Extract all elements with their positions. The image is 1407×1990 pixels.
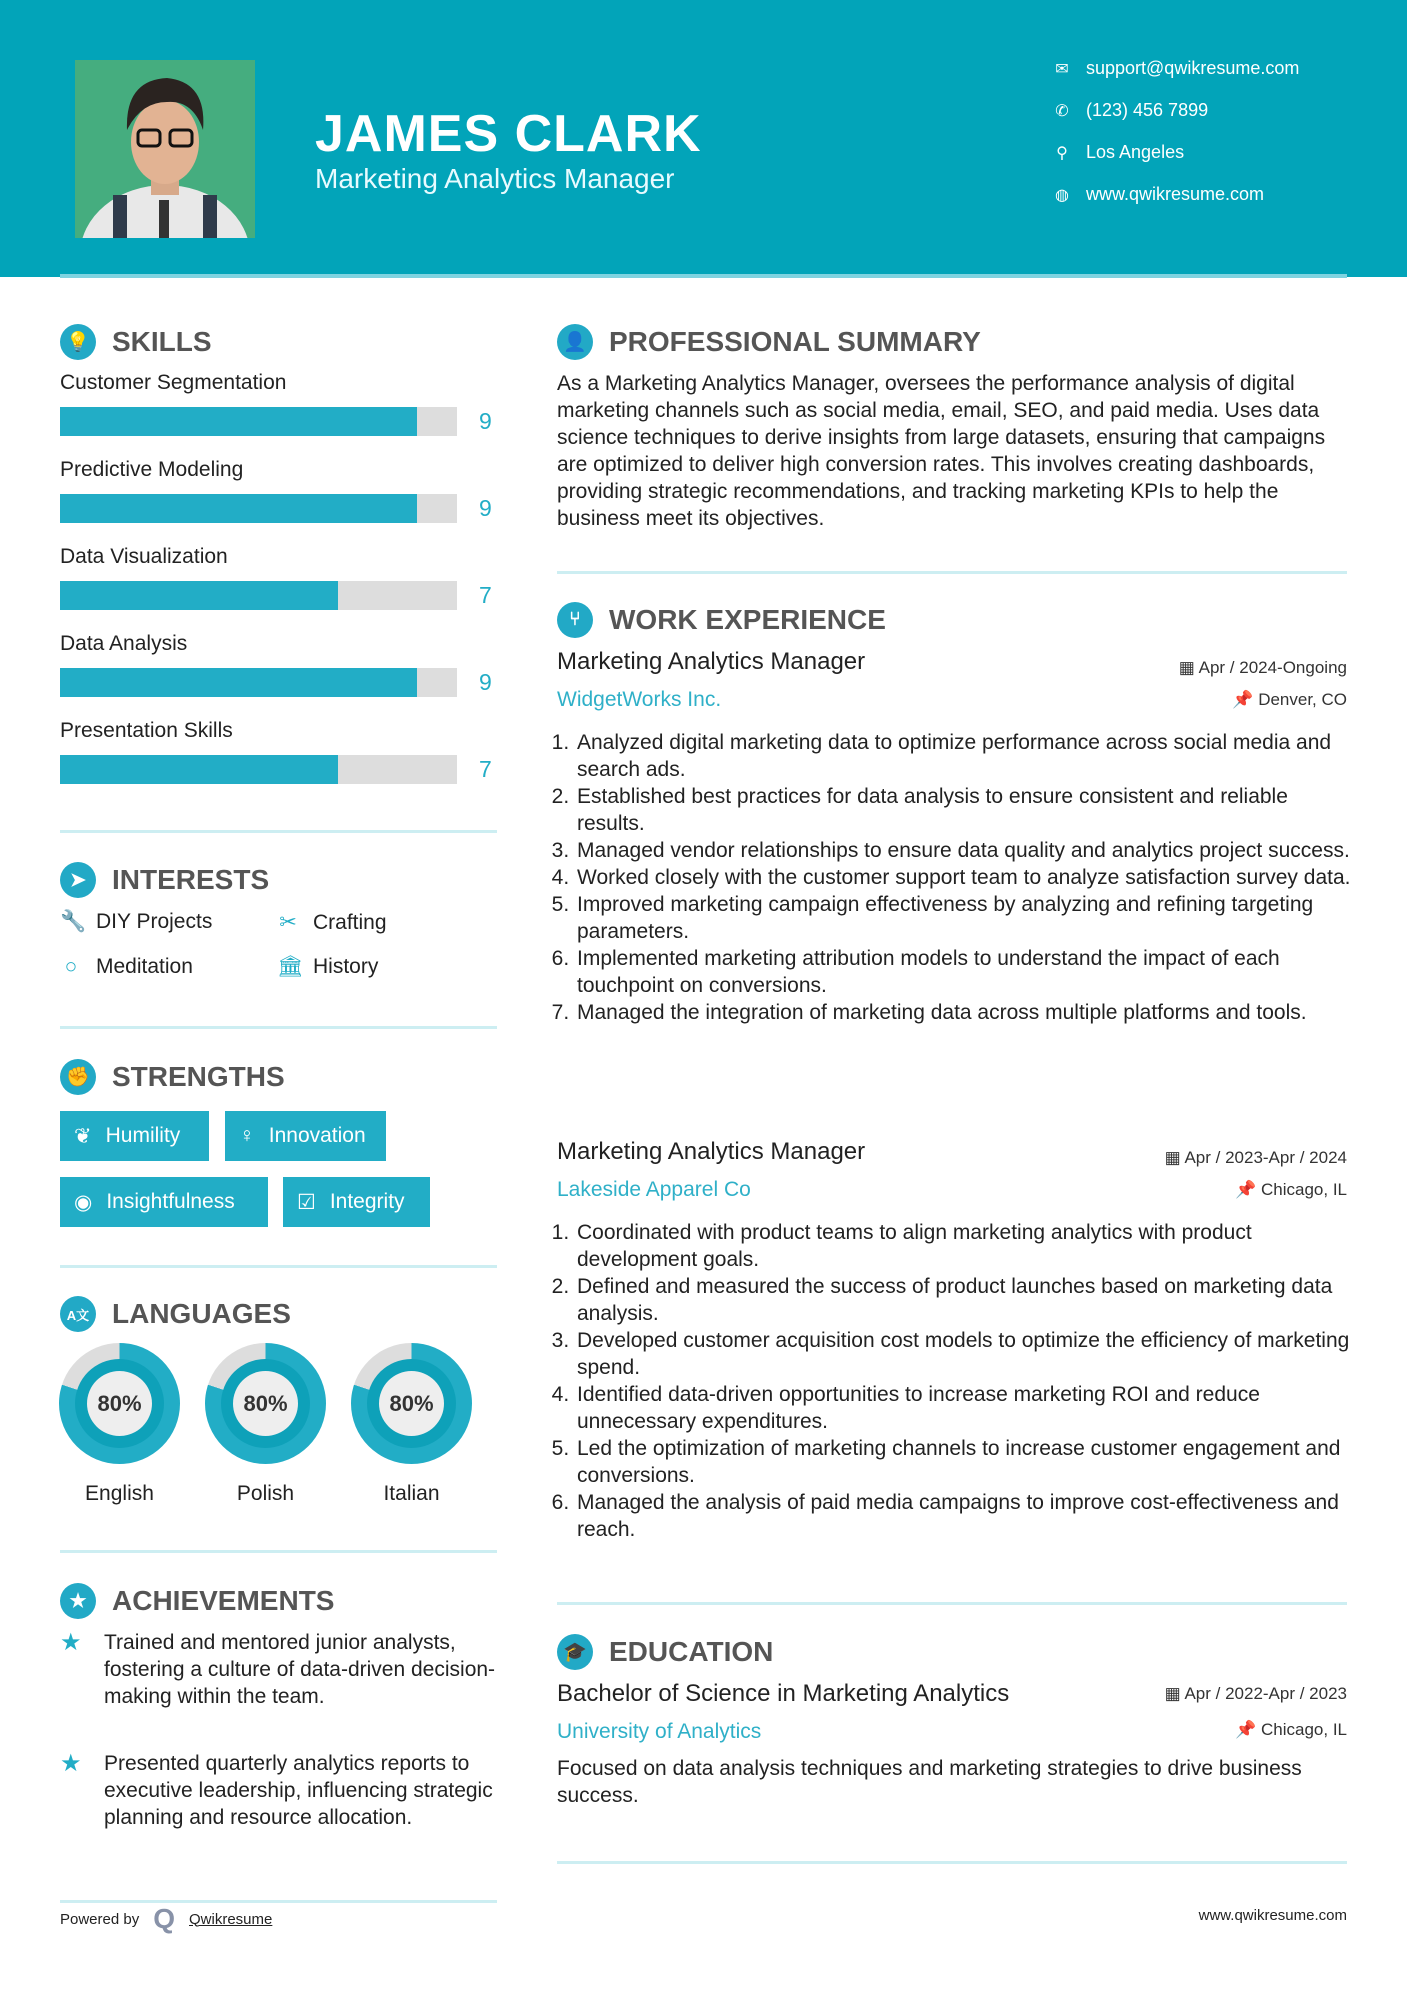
skill-label: Predictive Modeling [60, 458, 244, 481]
scissors-icon: ✂ [279, 911, 297, 934]
skill-bar-fill [60, 581, 338, 610]
language-name: Italian [383, 1482, 440, 1505]
contact-text: Los Angeles [1086, 142, 1185, 162]
company-name: WidgetWorks Inc. [557, 688, 722, 711]
skill-value: 9 [479, 495, 492, 521]
job-title: Marketing Analytics Manager [557, 1138, 866, 1165]
chair-icon: ⑂ [557, 602, 593, 638]
section-title: SKILLS [112, 326, 212, 357]
strength-tag [60, 1111, 209, 1161]
job-bullet: 3. Managed vendor relationships to ensure data quality and analytics project success. [575, 837, 1352, 864]
education-location [1235, 1720, 1347, 1740]
skill-bar [60, 407, 457, 436]
education-heading [557, 1634, 773, 1670]
language-percent: 80% [87, 1371, 152, 1436]
graduation-icon: 🎓 [557, 1634, 593, 1670]
fist-icon: ✊ [60, 1059, 96, 1095]
divider [557, 1861, 1347, 1864]
interests-heading [60, 862, 269, 898]
bank-icon: 🏛 [277, 955, 304, 978]
contact-text: support@qwikresume.com [1086, 58, 1300, 78]
language-name: Polish [236, 1482, 295, 1505]
language-name: English [85, 1482, 154, 1505]
achievement-text: Trained and mentored junior analysts, fostering a culture of data-driven decision-making within the team. [104, 1631, 496, 1708]
language-item [205, 1343, 326, 1506]
interest-item [60, 910, 212, 934]
languages-heading [60, 1296, 291, 1332]
job-date [1165, 1148, 1347, 1168]
skill-item [60, 545, 520, 610]
job-bullet: 2. Established best practices for data analysis to ensure consistent and reliable results. [575, 783, 1352, 837]
job-bullet: 4. Identified data-driven opportunities to increase marketing ROI and reduce unnecessary expenditures. [575, 1381, 1352, 1435]
skill-bar-fill [60, 755, 338, 784]
translate-icon: A文 [60, 1296, 96, 1332]
school: University of Analytics [557, 1720, 762, 1743]
leaf-icon: ❦ [74, 1124, 92, 1148]
education-date [1165, 1684, 1347, 1704]
star-badge-icon: ★ [60, 1583, 96, 1619]
skill-bar-fill [60, 668, 417, 697]
strength-label: Insightfulness [106, 1190, 235, 1213]
achievement-item [60, 1629, 500, 1710]
achievement-item [60, 1750, 510, 1831]
section-title: ACHIEVEMENTS [112, 1585, 335, 1616]
skill-label: Customer Segmentation [60, 371, 287, 394]
divider [60, 1550, 497, 1553]
eye-icon: ◉ [74, 1190, 93, 1214]
section-title: WORK EXPERIENCE [609, 604, 886, 635]
summary-heading [557, 324, 981, 360]
interest-label: DIY Projects [96, 910, 213, 933]
interest-item [60, 955, 193, 979]
contact-text: (123) 456 7899 [1086, 100, 1209, 120]
skill-bar [60, 581, 457, 610]
skill-value: 7 [479, 756, 492, 782]
stars-icon: ★ [60, 1750, 82, 1777]
divider [60, 1265, 497, 1268]
skill-label: Presentation Skills [60, 719, 233, 742]
calendar-icon: ▦ [1164, 1684, 1185, 1703]
globe-icon: ◍ [1055, 186, 1069, 204]
language-percent: 80% [233, 1371, 298, 1436]
brand-link[interactable]: Qwikresume [189, 1910, 273, 1928]
skill-bar-fill [60, 494, 417, 523]
section-title: EDUCATION [609, 1636, 774, 1667]
strength-label: Innovation [268, 1124, 366, 1147]
language-item [351, 1343, 472, 1506]
powered-by-text: Powered by [60, 1910, 140, 1928]
phone-icon: ✆ [1055, 102, 1069, 120]
skill-item [60, 371, 520, 436]
candidate-name: JAMES CLARK [315, 105, 702, 163]
job-title: Marketing Analytics Manager [557, 648, 866, 675]
divider [557, 571, 1347, 574]
job-bullets [557, 1219, 1352, 1543]
work-heading [557, 602, 886, 638]
strengths-heading [60, 1059, 285, 1095]
skill-bar [60, 494, 457, 523]
skill-label: Data Analysis [60, 632, 188, 655]
profile-photo [75, 60, 255, 238]
contact-text: www.qwikresume.com [1086, 184, 1265, 204]
contact-location [1052, 142, 1184, 163]
skill-value: 9 [479, 408, 492, 434]
date-text: Apr / 2023-Apr / 2024 [1184, 1148, 1347, 1167]
achievements-heading [60, 1583, 334, 1619]
language-item [59, 1343, 180, 1506]
divider [557, 1602, 1347, 1605]
language-progress-ring [351, 1343, 472, 1464]
envelope-icon: ✉ [1055, 60, 1069, 78]
divider [60, 830, 497, 833]
section-title: PROFESSIONAL SUMMARY [609, 326, 981, 357]
strength-tag [283, 1177, 430, 1227]
location-text: Chicago, IL [1261, 1720, 1347, 1739]
calendar-icon: ▦ [1178, 658, 1199, 677]
stars-icon: ★ [60, 1629, 82, 1656]
interest-item [277, 910, 387, 935]
pin-icon: 📌 [1235, 1180, 1261, 1199]
section-title: STRENGTHS [112, 1061, 285, 1092]
job-date [1179, 658, 1347, 678]
skills-heading [60, 324, 212, 360]
degree: Bachelor of Science in Marketing Analytics [557, 1680, 1010, 1707]
strength-tag [60, 1177, 268, 1227]
pin-icon: 📌 [1232, 690, 1259, 709]
skill-bar [60, 755, 457, 784]
job-bullet: 7. Managed the integration of marketing data across multiple platforms and tools. [575, 999, 1352, 1026]
interest-label: Meditation [96, 955, 193, 978]
calendar-icon: ▦ [1164, 1148, 1185, 1167]
header-divider [60, 274, 1347, 278]
powered-by [60, 1903, 272, 1935]
job-bullet: 3. Developed customer acquisition cost models to optimize the efficiency of marketing spend. [575, 1327, 1352, 1381]
job-bullet: 6. Implemented marketing attribution models to understand the impact of each touchpoint on conversions. [575, 945, 1352, 999]
job-location [1235, 1180, 1347, 1200]
strength-tag [225, 1111, 386, 1161]
lightbulb-icon: 💡 [60, 324, 96, 360]
skill-bar [60, 668, 457, 697]
divider [60, 1026, 497, 1029]
circle-icon: ○ [64, 955, 78, 978]
job-bullet: 4. Worked closely with the customer support team to analyze satisfaction survey data. [575, 864, 1352, 891]
strength-label: Integrity [329, 1190, 405, 1213]
date-text: Apr / 2022-Apr / 2023 [1184, 1684, 1347, 1703]
lightbulb-icon: ♀ [239, 1124, 255, 1147]
job-bullet: 5. Improved marketing campaign effectiveness by analyzing and refining targeting parameters. [575, 891, 1352, 945]
language-percent: 80% [379, 1371, 444, 1436]
skill-bar-fill [60, 407, 417, 436]
skill-label: Data Visualization [60, 545, 228, 568]
skill-item [60, 632, 520, 697]
education-text: Focused on data analysis techniques and marketing strategies to drive business success. [557, 1757, 1302, 1807]
pin-icon: 📌 [1235, 1720, 1261, 1739]
contact-email[interactable] [1052, 58, 1299, 79]
qwikresume-logo-icon: Q [153, 1903, 175, 1934]
interest-label: Crafting [313, 910, 387, 934]
location-text: Chicago, IL [1261, 1180, 1347, 1199]
contact-phone [1052, 100, 1208, 121]
paper-plane-icon: ➤ [60, 862, 96, 898]
date-text: Apr / 2024-Ongoing [1198, 658, 1347, 677]
wrench-icon: 🔧 [60, 910, 87, 933]
map-marker-icon: ⚲ [1056, 144, 1068, 162]
interest-label: History [313, 955, 379, 978]
section-title: INTERESTS [112, 864, 270, 895]
contact-website[interactable] [1052, 184, 1264, 205]
company-name: Lakeside Apparel Co [557, 1178, 751, 1201]
language-progress-ring [205, 1343, 326, 1464]
skill-value: 9 [479, 669, 492, 695]
skill-item [60, 458, 520, 523]
job-location [1232, 690, 1347, 710]
job-bullet: 6. Managed the analysis of paid media campaigns to improve cost-effectiveness and reach. [575, 1489, 1352, 1543]
languages-list [59, 1343, 472, 1506]
job-bullet: 2. Defined and measured the success of product launches based on marketing data analysis. [575, 1273, 1352, 1327]
section-title: LANGUAGES [112, 1298, 291, 1329]
location-text: Denver, CO [1258, 690, 1347, 709]
summary-text: As a Marketing Analytics Manager, oversees the performance analysis of digital marketing channels such as social media, email, SEO, and paid media. Uses data science techniques to derive insights from large datasets, ensuring that campaigns are optimized to deliver high conversion rates. This involves creating dashboards, providing strategic recommendations, and tracking marketing KPIs to help the business meet its objectives. [557, 372, 1326, 530]
skill-value: 7 [479, 582, 492, 608]
job-bullets [557, 729, 1352, 1026]
job-bullet: 1. Coordinated with product teams to align marketing analytics with product development goals. [575, 1219, 1352, 1273]
job-bullet: 5. Led the optimization of marketing channels to increase customer engagement and conversions. [575, 1435, 1352, 1489]
checkbox-icon: ☑ [297, 1190, 316, 1214]
candidate-title: Marketing Analytics Manager [315, 163, 675, 194]
skill-item [60, 719, 520, 784]
language-progress-ring [59, 1343, 180, 1464]
footer-website[interactable]: www.qwikresume.com [1198, 1907, 1347, 1924]
interest-item [277, 955, 378, 979]
user-icon: 👤 [557, 324, 593, 360]
achievement-text: Presented quarterly analytics reports to executive leadership, influencing strategic planning and resource allocation. [104, 1752, 493, 1829]
job-bullet: 1. Analyzed digital marketing data to optimize performance across social media and search ads. [575, 729, 1352, 783]
strength-label: Humility [105, 1124, 181, 1147]
